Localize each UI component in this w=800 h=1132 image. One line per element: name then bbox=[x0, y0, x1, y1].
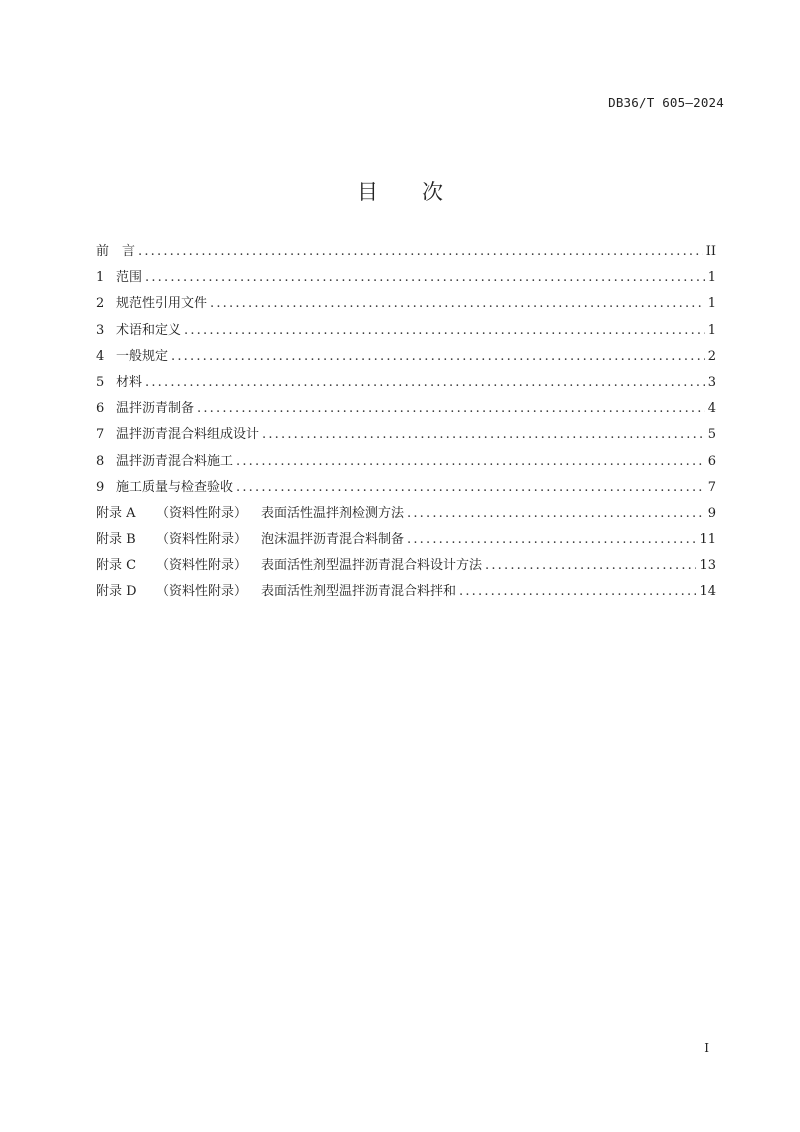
toc-entry-page: 1 bbox=[707, 270, 716, 286]
toc-appendix-note: （资料性附录） bbox=[156, 558, 248, 574]
toc-leader-dots bbox=[184, 323, 705, 338]
toc-entry-number: 3 bbox=[96, 322, 105, 338]
toc-entry-page: 14 bbox=[699, 584, 716, 600]
toc-entry-label: 前 言 bbox=[96, 244, 136, 259]
toc-leader-dots bbox=[145, 270, 705, 285]
toc-entry-number: 2 bbox=[96, 296, 105, 312]
toc-entry-label: 术语和定义 bbox=[116, 322, 182, 338]
toc-entry-6[interactable] bbox=[96, 397, 716, 423]
toc-entry-appendix-d[interactable] bbox=[96, 580, 716, 606]
toc-entry-7[interactable] bbox=[96, 423, 716, 449]
toc-leader-dots bbox=[236, 480, 705, 495]
toc-entry-number: 1 bbox=[96, 270, 105, 286]
toc-entry-number: 7 bbox=[96, 427, 105, 443]
page-number: I bbox=[704, 1041, 709, 1055]
toc-entry-label: 规范性引用文件 bbox=[116, 296, 208, 312]
toc-entry-label: 表面活性剂型温拌沥青混合料拌和 bbox=[261, 584, 457, 600]
toc-entry-label: 材料 bbox=[116, 374, 143, 390]
toc-appendix-note: （资料性附录） bbox=[156, 584, 248, 600]
toc-entry-label: 施工质量与检查验收 bbox=[116, 479, 234, 495]
toc-leader-dots bbox=[485, 558, 696, 573]
toc-entry-page: 3 bbox=[707, 374, 716, 390]
toc-entry-number: 9 bbox=[96, 479, 105, 495]
toc-entry-page: 6 bbox=[707, 453, 716, 469]
toc-entry-3[interactable] bbox=[96, 319, 716, 345]
document-code: DB36/T 605—2024 bbox=[608, 95, 724, 110]
toc-appendix-number: 附录 C bbox=[96, 558, 137, 574]
toc-entry-page: 9 bbox=[707, 505, 716, 521]
toc-entry-page: 11 bbox=[699, 532, 716, 548]
toc-entry-8[interactable] bbox=[96, 450, 716, 476]
toc-entry-foreword[interactable] bbox=[96, 240, 716, 266]
toc-entry-label: 泡沫温拌沥青混合料制备 bbox=[261, 532, 405, 548]
toc-entry-label: 温拌沥青制备 bbox=[116, 401, 195, 417]
toc-appendix-number: 附录 B bbox=[96, 532, 136, 548]
toc-leader-dots bbox=[407, 506, 705, 521]
toc-entry-page: 13 bbox=[699, 558, 716, 574]
toc-leader-dots bbox=[171, 349, 705, 364]
toc-entry-label: 一般规定 bbox=[116, 348, 169, 364]
toc-entry-label: 表面活性温拌剂检测方法 bbox=[261, 505, 405, 521]
toc-entry-page: 5 bbox=[707, 427, 716, 443]
toc-appendix-note: （资料性附录） bbox=[156, 505, 248, 521]
toc-entry-4[interactable] bbox=[96, 345, 716, 371]
toc-entry-page: 1 bbox=[707, 296, 716, 312]
toc-leader-dots bbox=[210, 296, 705, 311]
toc-entry-appendix-a[interactable] bbox=[96, 502, 716, 528]
toc-entry-label: 温拌沥青混合料组成设计 bbox=[116, 427, 260, 443]
toc-entry-page: 4 bbox=[707, 401, 716, 417]
toc-entry-number: 8 bbox=[96, 453, 105, 469]
toc-entry-number: 5 bbox=[96, 374, 105, 390]
toc-leader-dots bbox=[262, 427, 705, 442]
toc-entry-label: 温拌沥青混合料施工 bbox=[116, 453, 234, 469]
toc-leader-dots bbox=[138, 244, 703, 259]
toc-leader-dots bbox=[407, 532, 696, 547]
toc-title-char-2: 次 bbox=[422, 180, 443, 204]
toc-title bbox=[0, 176, 800, 206]
toc-leader-dots bbox=[459, 584, 696, 599]
toc-entry-2[interactable] bbox=[96, 292, 716, 318]
toc-appendix-note: （资料性附录） bbox=[156, 532, 248, 548]
toc-leader-dots bbox=[197, 401, 705, 416]
toc-leader-dots bbox=[236, 454, 705, 469]
toc-entry-label: 范围 bbox=[116, 270, 143, 286]
toc-entry-page: 2 bbox=[707, 348, 716, 364]
toc-leader-dots bbox=[145, 375, 705, 390]
toc-entry-label: 表面活性剂型温拌沥青混合料设计方法 bbox=[261, 558, 483, 574]
toc-entry-appendix-c[interactable] bbox=[96, 554, 716, 580]
toc-entry-number: 4 bbox=[96, 348, 105, 364]
toc-appendix-number: 附录 D bbox=[96, 584, 137, 600]
toc-appendix-number: 附录 A bbox=[96, 505, 136, 521]
toc-entry-page: 7 bbox=[707, 479, 716, 495]
toc-entry-page: 1 bbox=[707, 322, 716, 338]
toc-entry-1[interactable] bbox=[96, 266, 716, 292]
table-of-contents bbox=[96, 240, 716, 607]
toc-title-char-1: 目 bbox=[357, 180, 378, 204]
toc-entry-9[interactable] bbox=[96, 476, 716, 502]
toc-entry-page: II bbox=[705, 244, 716, 259]
toc-entry-number: 6 bbox=[96, 401, 105, 417]
toc-entry-appendix-b[interactable] bbox=[96, 528, 716, 554]
toc-entry-5[interactable] bbox=[96, 371, 716, 397]
